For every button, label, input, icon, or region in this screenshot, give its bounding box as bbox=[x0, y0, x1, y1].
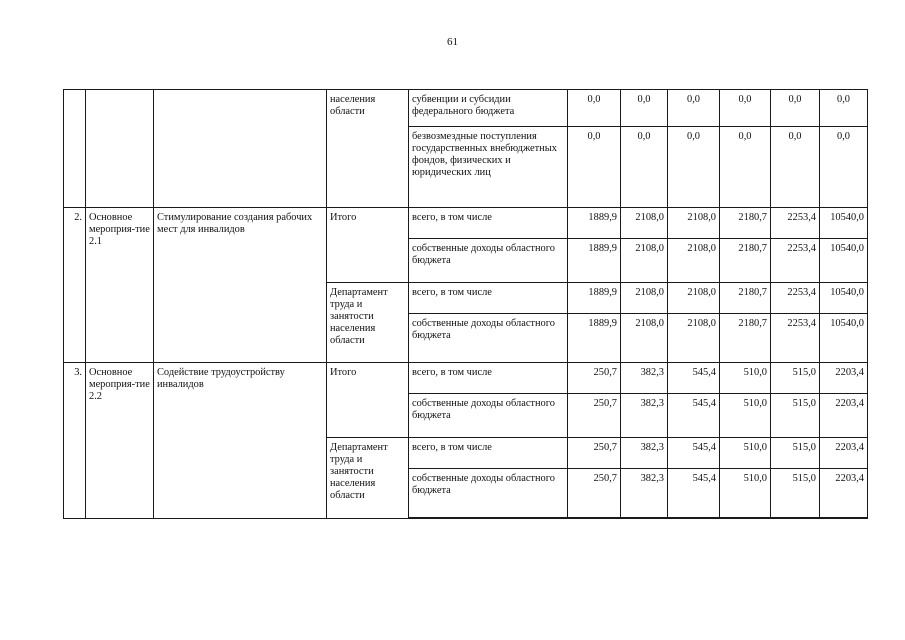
table-row bbox=[64, 90, 868, 127]
value-cell: 2203,4 bbox=[820, 469, 868, 519]
value-cell: 0,0 bbox=[771, 90, 820, 127]
value-cell: 2108,0 bbox=[668, 314, 720, 363]
page-number: 61 bbox=[447, 36, 458, 48]
value-cell: 2108,0 bbox=[668, 239, 720, 283]
value-cell: 0,0 bbox=[720, 127, 771, 208]
value-cell: 2180,7 bbox=[720, 208, 771, 239]
value-cell: 2253,4 bbox=[771, 314, 820, 363]
value-cell: 0,0 bbox=[771, 127, 820, 208]
value-cell: 10540,0 bbox=[820, 283, 868, 314]
value-cell: 1889,9 bbox=[568, 314, 621, 363]
measure-type-cell bbox=[86, 90, 154, 208]
funding-source-cell: безвозмездные поступления государственных внебюджетных фондов, физических и юридических лиц bbox=[409, 127, 568, 208]
value-cell: 515,0 bbox=[771, 469, 820, 519]
table-row bbox=[64, 363, 868, 394]
measure-name-cell: Стимулирование создания рабочих мест для инвалидов bbox=[154, 208, 327, 363]
value-cell: 515,0 bbox=[771, 394, 820, 438]
value-cell: 2108,0 bbox=[621, 283, 668, 314]
index-cell bbox=[64, 90, 86, 208]
value-cell: 2180,7 bbox=[720, 283, 771, 314]
measure-type-cell: Основное мероприя-тие 2.1 bbox=[86, 208, 154, 363]
funding-source-cell: собственные доходы областного бюджета bbox=[409, 239, 568, 283]
value-cell: 1889,9 bbox=[568, 283, 621, 314]
value-cell: 10540,0 bbox=[820, 314, 868, 363]
value-cell: 545,4 bbox=[668, 363, 720, 394]
value-cell: 250,7 bbox=[568, 438, 621, 469]
value-cell: 382,3 bbox=[621, 469, 668, 519]
value-cell: 545,4 bbox=[668, 394, 720, 438]
value-cell: 0,0 bbox=[621, 127, 668, 208]
value-cell: 510,0 bbox=[720, 363, 771, 394]
executor-cell: Департамент труда и занятости населения области bbox=[327, 438, 409, 519]
executor-cell: населения области bbox=[327, 90, 409, 208]
value-cell: 2180,7 bbox=[720, 239, 771, 283]
value-cell: 2108,0 bbox=[668, 283, 720, 314]
value-cell: 2203,4 bbox=[820, 363, 868, 394]
value-cell: 0,0 bbox=[568, 127, 621, 208]
executor-cell: Департамент труда и занятости населения области bbox=[327, 283, 409, 363]
funding-source-cell: всего, в том числе bbox=[409, 208, 568, 239]
value-cell: 2253,4 bbox=[771, 283, 820, 314]
measure-name-cell bbox=[154, 90, 327, 208]
value-cell: 2253,4 bbox=[771, 208, 820, 239]
value-cell: 2108,0 bbox=[621, 314, 668, 363]
value-cell: 382,3 bbox=[621, 438, 668, 469]
funding-source-cell: всего, в том числе bbox=[409, 283, 568, 314]
value-cell: 0,0 bbox=[621, 90, 668, 127]
value-cell: 2253,4 bbox=[771, 239, 820, 283]
value-cell: 1889,9 bbox=[568, 239, 621, 283]
value-cell: 545,4 bbox=[668, 438, 720, 469]
funding-source-cell: всего, в том числе bbox=[409, 438, 568, 469]
executor-cell: Итого bbox=[327, 363, 409, 438]
value-cell: 510,0 bbox=[720, 394, 771, 438]
value-cell: 2108,0 bbox=[621, 208, 668, 239]
value-cell: 2203,4 bbox=[820, 438, 868, 469]
value-cell: 0,0 bbox=[820, 127, 868, 208]
value-cell: 2180,7 bbox=[720, 314, 771, 363]
value-cell: 515,0 bbox=[771, 363, 820, 394]
value-cell: 250,7 bbox=[568, 394, 621, 438]
measure-type-cell: Основное мероприя-тие 2.2 bbox=[86, 363, 154, 519]
value-cell: 0,0 bbox=[668, 90, 720, 127]
value-cell: 250,7 bbox=[568, 363, 621, 394]
index-cell: 3. bbox=[64, 363, 86, 519]
executor-cell: Итого bbox=[327, 208, 409, 283]
value-cell: 0,0 bbox=[568, 90, 621, 127]
index-cell: 2. bbox=[64, 208, 86, 363]
value-cell: 545,4 bbox=[668, 469, 720, 519]
value-cell: 10540,0 bbox=[820, 239, 868, 283]
value-cell: 0,0 bbox=[720, 90, 771, 127]
value-cell: 2203,4 bbox=[820, 394, 868, 438]
value-cell: 510,0 bbox=[720, 438, 771, 469]
funding-source-cell: собственные доходы областного бюджета bbox=[409, 469, 568, 519]
funding-source-cell: собственные доходы областного бюджета bbox=[409, 314, 568, 363]
funding-source-cell: всего, в том числе bbox=[409, 363, 568, 394]
measure-name-cell: Содействие трудоустройству инвалидов bbox=[154, 363, 327, 519]
value-cell: 382,3 bbox=[621, 363, 668, 394]
value-cell: 510,0 bbox=[720, 469, 771, 519]
value-cell: 2108,0 bbox=[668, 208, 720, 239]
value-cell: 10540,0 bbox=[820, 208, 868, 239]
value-cell: 1889,9 bbox=[568, 208, 621, 239]
value-cell: 515,0 bbox=[771, 438, 820, 469]
value-cell: 0,0 bbox=[820, 90, 868, 127]
value-cell: 382,3 bbox=[621, 394, 668, 438]
funding-source-cell: субвенции и субсидии федерального бюджета bbox=[409, 90, 568, 127]
value-cell: 2108,0 bbox=[621, 239, 668, 283]
table-row bbox=[64, 208, 868, 239]
value-cell: 0,0 bbox=[668, 127, 720, 208]
funding-source-cell: собственные доходы областного бюджета bbox=[409, 394, 568, 438]
value-cell: 250,7 bbox=[568, 469, 621, 519]
budget-table bbox=[63, 89, 868, 519]
